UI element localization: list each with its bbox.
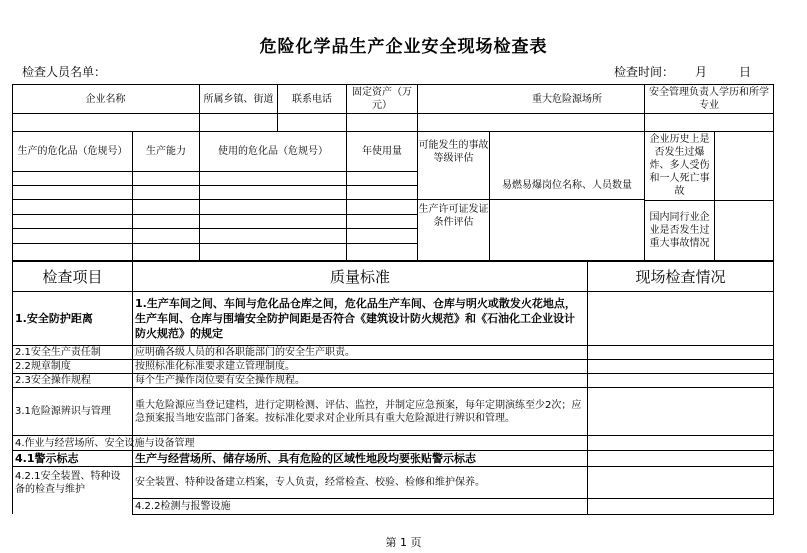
used-chem-label: 使用的危化品（危规号） — [218, 146, 328, 157]
grid-line — [12, 113, 774, 114]
table-row-standard: 生产与经营场所、储存场所、具有危险的区域性地段均要张贴警示标志 — [135, 452, 476, 465]
phone-label: 联系电话 — [292, 93, 332, 105]
grid-line — [773, 84, 774, 262]
table-row-item: 4.2.1安全装置、特种设备的检查与维护 — [15, 470, 121, 495]
table-row-standard: 应明确各级人员的和各职能部门的安全生产职责。 — [135, 347, 355, 358]
permit-eval-label: 生产许可证发证条件评估 — [418, 204, 489, 228]
grid-line — [12, 199, 644, 200]
grid-line — [714, 131, 715, 262]
grid-line — [12, 262, 13, 514]
grid-line — [773, 262, 774, 514]
accident-level-label: 可能发生的事故等级评估 — [418, 140, 489, 164]
day-label: 日 — [739, 65, 752, 79]
page-title: 危险化学品生产企业安全现场检查表 — [259, 37, 548, 57]
grid-line — [12, 214, 417, 215]
table-row-standard: 按照标准化标准要求建立管理制度。 — [135, 361, 295, 372]
grid-line — [12, 185, 417, 186]
fire-posts-label: 易燃易爆岗位名称、人员数量 — [502, 180, 632, 191]
enterprise-name-label: 企业名称 — [85, 93, 126, 105]
col-item-header: 检查项目 — [42, 267, 103, 286]
grid-line — [417, 84, 418, 262]
table-row-standard: 安全装置、特种设备建立档案，专人负责，经常检查、校验、检修和维护保养。 — [135, 477, 485, 488]
history-label: 企业历史上是否发生过爆炸、多人受伤和一人死亡事故 — [649, 134, 710, 197]
month-label: 月 — [695, 65, 708, 79]
major-hazard-label: 重大危险源场所 — [532, 93, 602, 105]
fixed-assets-label: 固定资产（万元） — [352, 87, 412, 111]
grid-line — [12, 243, 417, 244]
table-row-standard: 重大危险源应当登记建档，进行定期检测、评估、监控，并制定应急预案，每年定期演练至少2次；应急预案报当地安监部门备案。按标准化要求对企业所具有重大危险源进行辨识和管理。 — [135, 399, 582, 424]
inspector-label: 检查人员名单： — [22, 65, 107, 79]
table-row-item: 4.作业与经营场所、安全设施与设备管理 — [15, 437, 195, 449]
time-label: 检查时间： — [614, 65, 675, 79]
table-row-item: 2.1安全生产责任制 — [15, 347, 101, 358]
col-standard-header: 质量标准 — [329, 267, 390, 286]
annual-use-label: 年使用量 — [362, 146, 402, 157]
page-number: 第 1 页 — [385, 536, 422, 549]
grid-line — [12, 260, 774, 262]
peer-accident-label: 国内同行业企业是否发生过重大事故情况 — [649, 212, 710, 249]
grid-line — [132, 514, 774, 515]
capacity-label: 生产能力 — [146, 146, 186, 157]
table-row-item: 4.1警示标志 — [15, 452, 79, 465]
table-row-standard: 每个生产操作岗位要有安全操作规程。 — [135, 375, 305, 386]
table-row-item: 3.1危险源辨识与管理 — [15, 406, 111, 417]
town-street-label: 所属乡镇、街道 — [203, 93, 274, 105]
col-result-header: 现场检查情况 — [635, 267, 726, 286]
table-row-item: 2.2规章制度 — [15, 361, 71, 372]
produced-chem-label: 生产的危化品（危规号） — [17, 146, 128, 157]
table-row-item: 2.3安全操作规程 — [15, 375, 91, 386]
table-row-item: 1.安全防护距离 — [15, 312, 93, 325]
grid-line — [12, 171, 417, 172]
table-row-standard: 4.2.2检测与报警设施 — [135, 501, 231, 512]
grid-line — [132, 262, 133, 514]
grid-line — [12, 228, 417, 229]
safety-manager-label: 安全管理负责人学历和所学专业 — [649, 87, 769, 111]
grid-line — [587, 262, 588, 514]
table-row-standard: 1.生产车间之间、车间与危化品仓库之间，危化品生产车间、仓库与明火或散发火花地点，生产车间、仓库与围墙安全防护间距是否符合《建筑设计防火规范》和《石油化工企业设计防火规范》的规定 — [135, 297, 576, 340]
